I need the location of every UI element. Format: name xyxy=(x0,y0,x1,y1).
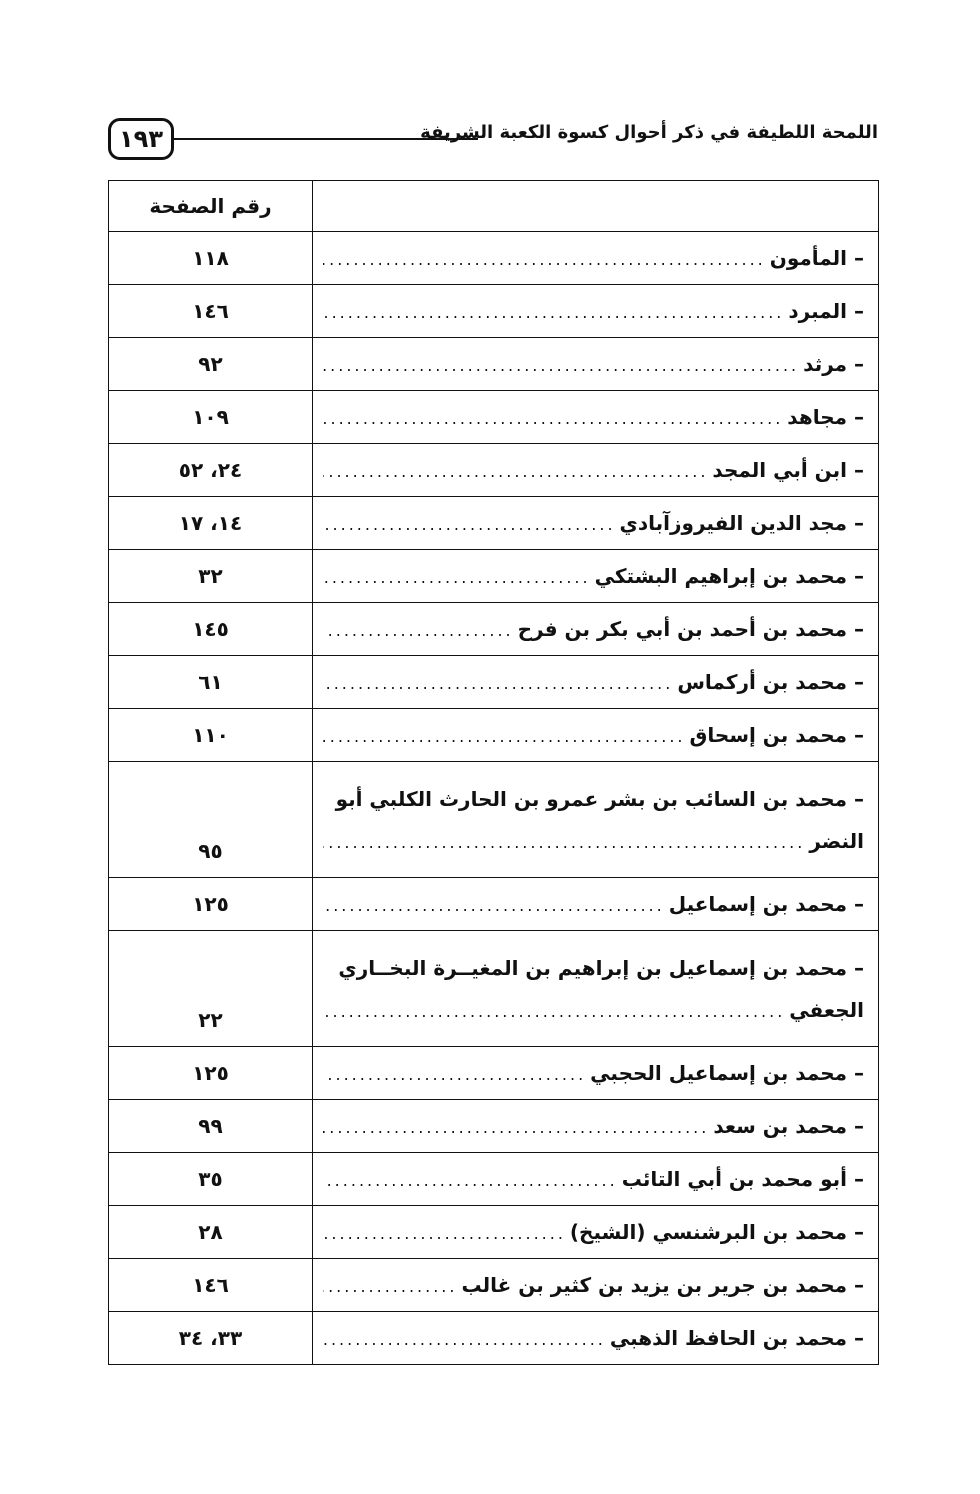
table-row xyxy=(109,931,879,1047)
entry-name: – محمد بن أحمد بن أبي بكر بن فرح xyxy=(517,617,864,641)
leader-dots xyxy=(323,409,783,428)
entry-name-continued: الجعفي xyxy=(789,997,864,1022)
entry-name-cell xyxy=(313,1100,879,1153)
table-row xyxy=(109,603,879,656)
table-row xyxy=(109,1259,879,1312)
leader-dots xyxy=(323,1065,586,1084)
entry-name: – أبو محمد بن أبي التائب xyxy=(621,1167,864,1191)
entry-name-cell xyxy=(313,550,879,603)
leader-dots xyxy=(323,1224,566,1243)
entry-page-number: ٣٥ xyxy=(109,1153,313,1206)
entry-page-number: ١٢٥ xyxy=(109,1047,313,1100)
entry-page-number: ١٤٦ xyxy=(109,1259,313,1312)
entry-page-number: ٢٤، ٥٢ xyxy=(109,444,313,497)
name-column-header xyxy=(313,181,879,232)
entry-page-number: ٩٥ xyxy=(109,762,313,878)
table-row xyxy=(109,1100,879,1153)
entry-name-cell xyxy=(313,931,879,1047)
entry-page-number: ١٤، ١٧ xyxy=(109,497,313,550)
table-row xyxy=(109,338,879,391)
entry-page-number: ٩٢ xyxy=(109,338,313,391)
entry-name-cell xyxy=(313,603,879,656)
entry-name-cell xyxy=(313,762,879,878)
entry-name-cell xyxy=(313,1259,879,1312)
entry-page-number: ١١٨ xyxy=(109,232,313,285)
table-row xyxy=(109,656,879,709)
entry-page-number: ١٤٥ xyxy=(109,603,313,656)
entry-name-continued: النضر xyxy=(809,828,864,853)
table-row xyxy=(109,1153,879,1206)
page-header xyxy=(108,118,878,162)
table-row xyxy=(109,285,879,338)
leader-dots xyxy=(323,896,665,915)
entry-name: – محمد بن البرشنسي (الشيخ) xyxy=(569,1220,864,1244)
entry-name: – محمد بن السائب بن بشر عمرو بن الحارث الكلبي أبو xyxy=(335,786,864,811)
leader-dots xyxy=(323,621,514,640)
entry-name: – محمد بن سعد xyxy=(713,1114,864,1138)
leader-dots xyxy=(323,1002,785,1021)
entry-name-cell xyxy=(313,709,879,762)
leader-dots xyxy=(323,674,673,693)
entry-name-cell xyxy=(313,285,879,338)
table-row xyxy=(109,762,879,878)
entry-name-cell xyxy=(313,656,879,709)
entry-name-cell xyxy=(313,1312,879,1365)
leader-dots xyxy=(323,568,591,587)
entry-name: – المبرد xyxy=(788,299,864,323)
index-table xyxy=(108,180,879,1365)
leader-dots xyxy=(323,1118,709,1137)
entry-name: – محمد بن الحافظ الذهبي xyxy=(609,1326,864,1350)
entry-name: – محمد بن إسحاق xyxy=(689,723,864,747)
entry-name: – محمد بن جرير بن يزيد بن كثير بن غالب xyxy=(461,1273,864,1297)
table-header-row xyxy=(109,181,879,232)
entry-name: – ابن أبي المجد xyxy=(712,458,864,482)
leader-dots xyxy=(323,462,708,481)
leader-dots xyxy=(323,356,799,375)
entry-name-cell xyxy=(313,1153,879,1206)
entry-name: – المأمون xyxy=(769,246,864,270)
entry-page-number: ١٢٥ xyxy=(109,878,313,931)
entry-page-number: ٣٢ xyxy=(109,550,313,603)
table-row xyxy=(109,1206,879,1259)
entry-name: – محمد بن أركماس xyxy=(677,670,864,694)
page-number: ١٩٣ xyxy=(119,125,163,153)
leader-dots xyxy=(323,833,805,852)
entry-page-number: ٢٢ xyxy=(109,931,313,1047)
running-title: اللمحة اللطيفة في ذكر أحوال كسوة الكعبة الشريفة xyxy=(420,122,878,143)
table-row xyxy=(109,232,879,285)
leader-dots xyxy=(323,1277,457,1296)
leader-dots xyxy=(323,515,616,534)
entry-name-cell xyxy=(313,878,879,931)
entry-page-number: ١١٠ xyxy=(109,709,313,762)
entry-name-cell xyxy=(313,497,879,550)
table-row xyxy=(109,497,879,550)
leader-dots xyxy=(323,250,766,269)
entry-name-cell xyxy=(313,338,879,391)
table-row xyxy=(109,709,879,762)
page-number-box xyxy=(108,118,174,160)
entry-name: – محمد بن إسماعيل بن إبراهيم بن المغيــرة البخــاري xyxy=(338,955,864,980)
entry-page-number: ١٤٦ xyxy=(109,285,313,338)
entry-page-number: ٢٨ xyxy=(109,1206,313,1259)
table-row xyxy=(109,1312,879,1365)
table-row xyxy=(109,550,879,603)
page-column-header: رقم الصفحة xyxy=(109,181,313,232)
leader-dots xyxy=(323,303,784,322)
entry-page-number: ٣٣، ٣٤ xyxy=(109,1312,313,1365)
table-row xyxy=(109,1047,879,1100)
entry-name: – محمد بن إسماعيل الحجبي xyxy=(590,1061,864,1085)
entry-name-cell xyxy=(313,1047,879,1100)
leader-dots xyxy=(323,1171,618,1190)
entry-page-number: ٦١ xyxy=(109,656,313,709)
leader-dots xyxy=(323,727,686,746)
entry-name-cell xyxy=(313,444,879,497)
table-row xyxy=(109,444,879,497)
entry-name-cell xyxy=(313,1206,879,1259)
table-row xyxy=(109,878,879,931)
leader-dots xyxy=(323,1330,606,1349)
table-row xyxy=(109,391,879,444)
entry-name: – مرثد xyxy=(803,352,864,376)
entry-name: – محمد بن إبراهيم البشتكي xyxy=(594,564,864,588)
entry-name: – محمد بن إسماعيل xyxy=(668,892,864,916)
entry-name-cell xyxy=(313,391,879,444)
entry-name: – مجاهد xyxy=(787,405,864,429)
entry-page-number: ٩٩ xyxy=(109,1100,313,1153)
entry-page-number: ١٠٩ xyxy=(109,391,313,444)
entry-name: – مجد الدين الفيروزآبادي xyxy=(619,511,864,535)
entry-name-cell xyxy=(313,232,879,285)
